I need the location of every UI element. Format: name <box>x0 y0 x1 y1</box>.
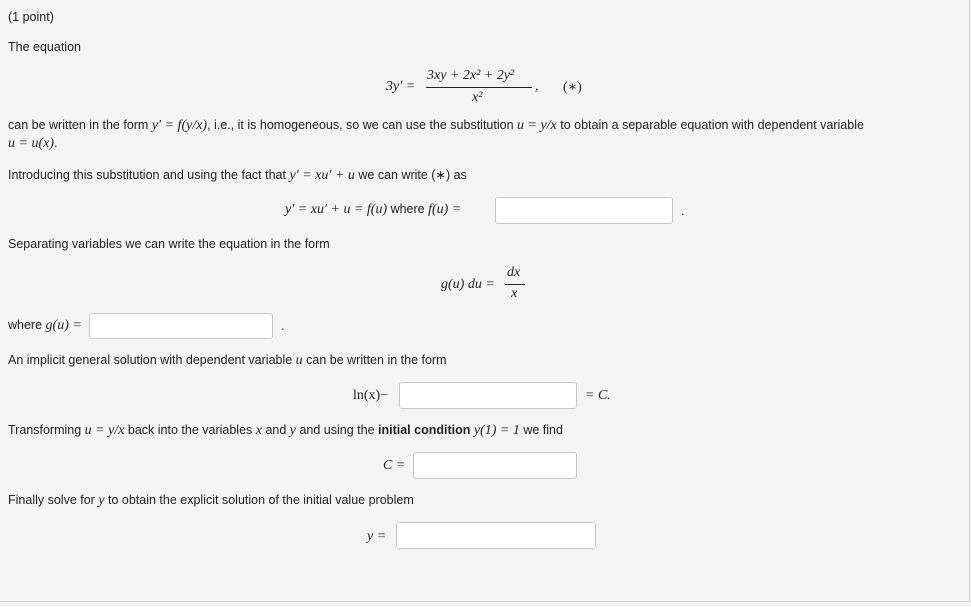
p6-y: y <box>98 493 105 508</box>
points-label: (1 point) <box>8 10 54 24</box>
eq5-lhs: C = <box>383 458 406 473</box>
p1-text-a: can be written in the form <box>8 118 152 132</box>
p5-bold-initial-condition: initial condition <box>378 423 471 437</box>
p5-ic-math: y(1) = 1 <box>473 423 520 438</box>
eq1-denominator: x² <box>472 90 483 105</box>
p6-text-a: Finally solve for <box>8 493 99 507</box>
eq2-where: where <box>387 202 429 216</box>
p1-text-b: , i.e., it is homogeneous, so we can use the substitution <box>207 118 517 132</box>
eq1-comma: , <box>535 79 539 94</box>
eq1-tag: (∗) <box>563 80 582 95</box>
p5-text-d: and using the <box>296 423 379 437</box>
separating-paragraph: Separating variables we can write the equation in the form <box>8 237 330 251</box>
eq2-fu-label: f(u) = <box>428 202 462 217</box>
p5-x: x <box>255 423 262 438</box>
eq2-lhs: y′ = xu′ + u = f(u) <box>285 202 388 217</box>
substitution-paragraph <box>8 167 467 184</box>
eq1-lhs: 3y′ = <box>386 79 416 94</box>
where-text: where <box>8 318 46 332</box>
where-gu-label <box>8 318 82 334</box>
eq4-ln-label: ln(x)− <box>353 388 389 403</box>
eq3-fraction-bar <box>505 284 525 285</box>
eq2-period: . <box>681 204 685 218</box>
p5-text-b: back into the variables <box>124 423 256 437</box>
gu-answer-input[interactable] <box>89 313 273 339</box>
p2-math: y′ = xu′ + u <box>289 168 355 183</box>
p4-u: u <box>295 353 303 368</box>
fu-answer-input[interactable] <box>495 197 673 224</box>
p5-text-e: we find <box>519 423 563 437</box>
gu-period: . <box>281 319 285 333</box>
p5-math-substitution: u = y/x <box>84 423 125 438</box>
homogeneous-paragraph-line2 <box>8 136 57 152</box>
p5-text-c: and <box>261 423 290 437</box>
y-answer-input[interactable] <box>396 522 596 549</box>
gu-label: g(u) = <box>45 318 82 333</box>
homogeneous-paragraph-line1 <box>8 118 864 134</box>
eq4-rhs: = C. <box>585 388 611 403</box>
p1-period: . <box>54 136 58 150</box>
implicit-solution-paragraph <box>8 353 447 369</box>
p1-math-substitution: u = y/x <box>517 118 557 133</box>
p4-text-a: An implicit general solution with dependent variable <box>8 353 296 367</box>
p2-text-b: we can write (∗) as <box>354 168 467 182</box>
p5-text-a: Transforming <box>8 423 85 437</box>
intro-text: The equation <box>8 40 81 54</box>
initial-condition-paragraph <box>8 423 563 439</box>
eq6-lhs: y = <box>367 529 387 544</box>
p1-math-form: y′ = f(y/x) <box>151 118 208 133</box>
eq3-numerator: dx <box>507 265 521 280</box>
p2-text-a: Introducing this substitution and using the fact that <box>8 168 290 182</box>
equation-fu <box>285 202 461 218</box>
p1-text-c: to obtain a separable equation with dependent variable <box>556 118 864 132</box>
implicit-answer-input[interactable] <box>399 382 577 409</box>
p4-text-b: can be written in the form <box>302 353 447 367</box>
c-answer-input[interactable] <box>413 452 577 479</box>
eq3-lhs: g(u) du = <box>441 277 495 292</box>
eq3-denominator: x <box>511 286 518 301</box>
eq1-fraction-bar <box>426 87 532 88</box>
eq1-numerator: 3xy + 2x² + 2y² <box>427 68 515 83</box>
p5-y: y <box>289 423 296 438</box>
explicit-solution-paragraph <box>8 493 414 509</box>
p1-math-dependent: u = u(x) <box>8 136 54 151</box>
p6-text-b: to obtain the explicit solution of the initial value problem <box>104 493 414 507</box>
